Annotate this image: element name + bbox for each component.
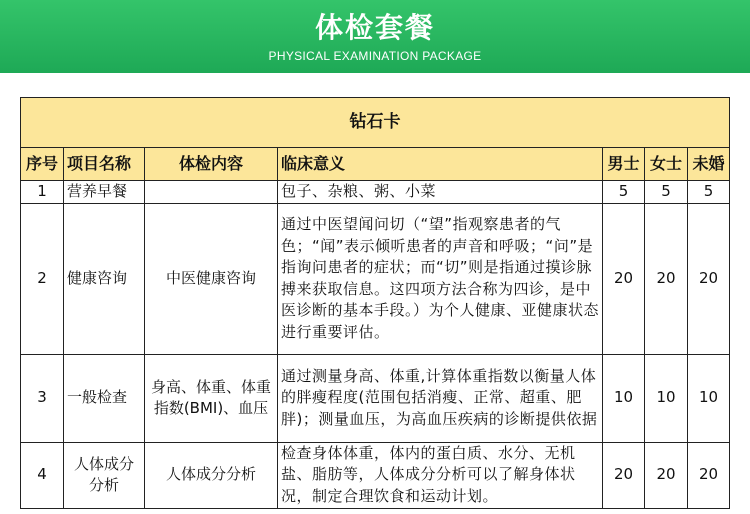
table-row <box>21 442 730 508</box>
row-item: 一般检查 <box>64 354 145 442</box>
row-meaning: 通过中医望闻问切（“望”指观察患者的气色；“闻”表示倾听患者的声音和呼吸；“问”是指询问患者的症状；而“切”则是指通过摸诊脉搏来获取信息。这四项方法合称为四诊，是中医诊断的基本手段。）为个人健康、亚健康状态进行重要评估。 <box>278 203 603 354</box>
row-meaning: 包子、杂粮、粥、小菜 <box>278 181 603 204</box>
row-male-price: 10 <box>603 354 645 442</box>
row-unmarried-price: 10 <box>688 354 730 442</box>
header-content: 体检内容 <box>145 148 278 181</box>
table-header-row <box>21 148 730 181</box>
header-unmarried: 未婚 <box>688 148 730 181</box>
row-item: 健康咨询 <box>64 203 145 354</box>
card-title-row <box>21 98 730 148</box>
row-meaning: 检查身体体重，体内的蛋白质、水分、无机盐、脂肪等，人体成分分析可以了解身体状况，制定合理饮食和运动计划。 <box>278 442 603 508</box>
table-row <box>21 354 730 442</box>
table-row <box>21 203 730 354</box>
header-banner <box>0 0 750 73</box>
row-unmarried-price: 5 <box>688 181 730 204</box>
row-meaning: 通过测量身高、体重,计算体重指数以衡量人体的胖瘦程度(范围包括消瘦、正常、超重、肥胖)；测量血压，为高血压疾病的诊断提供依据 <box>278 354 603 442</box>
header-male: 男士 <box>603 148 645 181</box>
page-subtitle: PHYSICAL EXAMINATION PACKAGE <box>268 49 482 63</box>
row-content: 人体成分分析 <box>145 442 278 508</box>
row-seq: 3 <box>21 354 64 442</box>
row-content: 身高、体重、体重指数(BMI)、血压 <box>145 354 278 442</box>
row-unmarried-price: 20 <box>688 442 730 508</box>
header-meaning: 临床意义 <box>278 148 603 181</box>
card-title: 钻石卡 <box>21 98 730 148</box>
package-table <box>20 97 730 509</box>
row-seq: 4 <box>21 442 64 508</box>
header-seq: 序号 <box>21 148 64 181</box>
row-item: 营养早餐 <box>64 181 145 204</box>
row-male-price: 20 <box>603 203 645 354</box>
row-female-price: 20 <box>645 442 688 508</box>
row-female-price: 20 <box>645 203 688 354</box>
row-female-price: 5 <box>645 181 688 204</box>
header-female: 女士 <box>645 148 688 181</box>
row-male-price: 20 <box>603 442 645 508</box>
table-row <box>21 181 730 204</box>
row-content <box>145 181 278 204</box>
header-item: 项目名称 <box>64 148 145 181</box>
row-item: 人体成分分析 <box>64 442 145 508</box>
row-content: 中医健康咨询 <box>145 203 278 354</box>
row-seq: 1 <box>21 181 64 204</box>
row-unmarried-price: 20 <box>688 203 730 354</box>
row-female-price: 10 <box>645 354 688 442</box>
page-title: 体检套餐 <box>314 11 435 44</box>
row-male-price: 5 <box>603 181 645 204</box>
row-seq: 2 <box>21 203 64 354</box>
